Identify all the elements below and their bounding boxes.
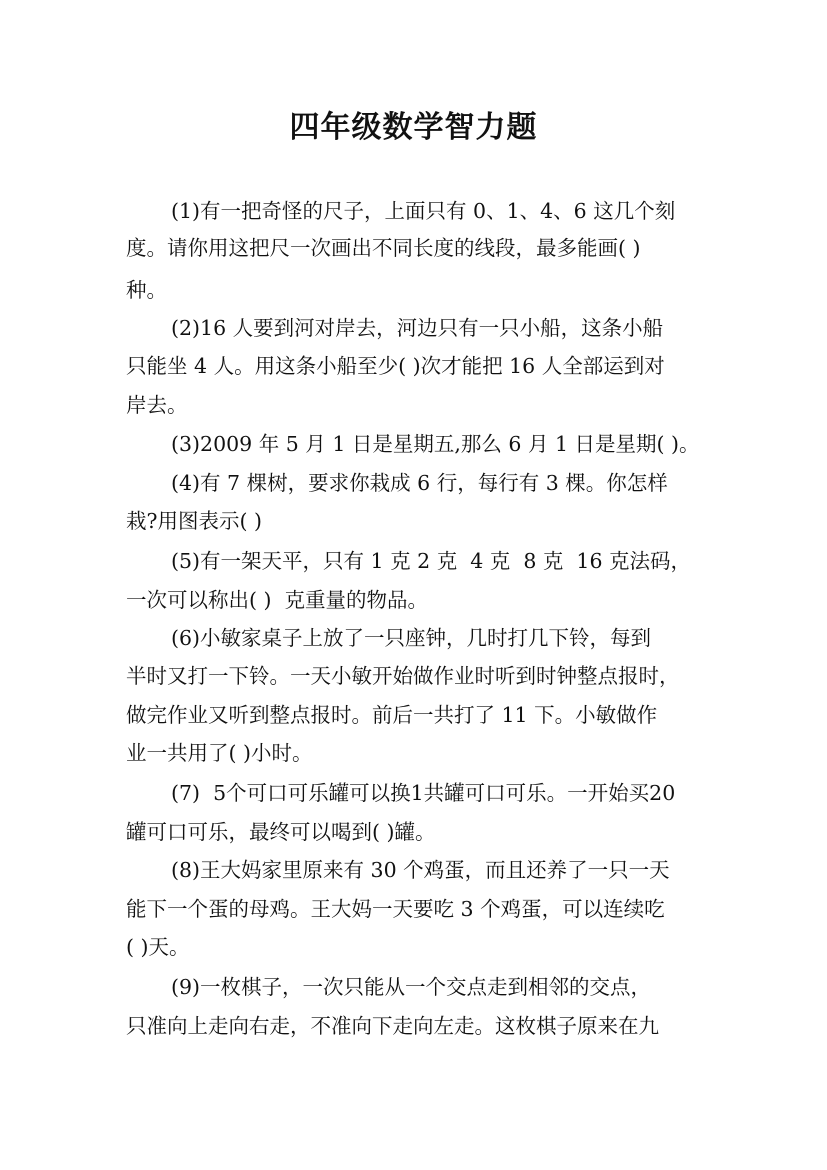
question-7-line-2: 罐可口可乐，最终可以喝到( )罐。 — [126, 820, 436, 844]
question-8-line-2: 能下一个蛋的母鸡。王大妈一天要吃 3 个鸡蛋，可以连续吃 — [126, 897, 665, 921]
question-6-line-4: 业一共用了( )小时。 — [126, 741, 313, 765]
question-1-line-1: (1)有一把奇怪的尺子，上面只有 0、1、4、6 这几个刻 — [171, 199, 676, 223]
question-2-line-3: 岸去。 — [126, 393, 188, 417]
question-6-line-2: 半时又打一下铃。一天小敏开始做作业时听到时钟整点报时， — [126, 664, 680, 688]
question-4-line-1: (4)有 7 棵树，要求你栽成 6 行，每行有 3 棵。你怎样 — [171, 471, 668, 495]
question-8-line-1: (8)王大妈家里原来有 30 个鸡蛋，而且还养了一只一天 — [171, 858, 670, 882]
question-8-line-3: ( )天。 — [126, 935, 190, 959]
question-1-line-2: 度。请你用这把尺一次画出不同长度的线段，最多能画( ) — [126, 236, 641, 260]
question-2-line-1: (2)16 人要到河对岸去，河边只有一只小船，这条小船 — [171, 316, 664, 340]
question-2-line-2: 只能坐 4 人。用这条小船至少( )次才能把 16 人全部运到对 — [126, 354, 665, 378]
question-5-line-2: 一次可以称出( ) 克重量的物品。 — [126, 588, 429, 612]
question-9-line-1: (9)一枚棋子，一次只能从一个交点走到相邻的交点， — [171, 975, 652, 999]
question-5-line-1: (5)有一架天平，只有 1 克 2 克 4 克 8 克 16 克法码， — [171, 549, 692, 573]
question-9-line-2: 只准向上走向右走，不准向下走向左走。这枚棋子原来在九 — [126, 1014, 659, 1038]
page-title: 四年级数学智力题 — [289, 110, 538, 145]
question-4-line-2: 栽?用图表示( ) — [126, 509, 263, 533]
question-7-line-1: (7) 5个可口可乐罐可以换1共罐可口可乐。一开始买20 — [171, 781, 676, 805]
question-6-line-1: (6)小敏家桌子上放了一只座钟，几时打几下铃，每到 — [171, 626, 652, 650]
question-1-line-3: 种。 — [126, 278, 167, 302]
question-3-line-1: (3)2009 年 5 月 1 日是星期五,那么 6 月 1 日是星期( )。 — [171, 432, 700, 456]
question-6-line-3: 做完作业又听到整点报时。前后一共打了 11 下。小敏做作 — [126, 703, 658, 727]
